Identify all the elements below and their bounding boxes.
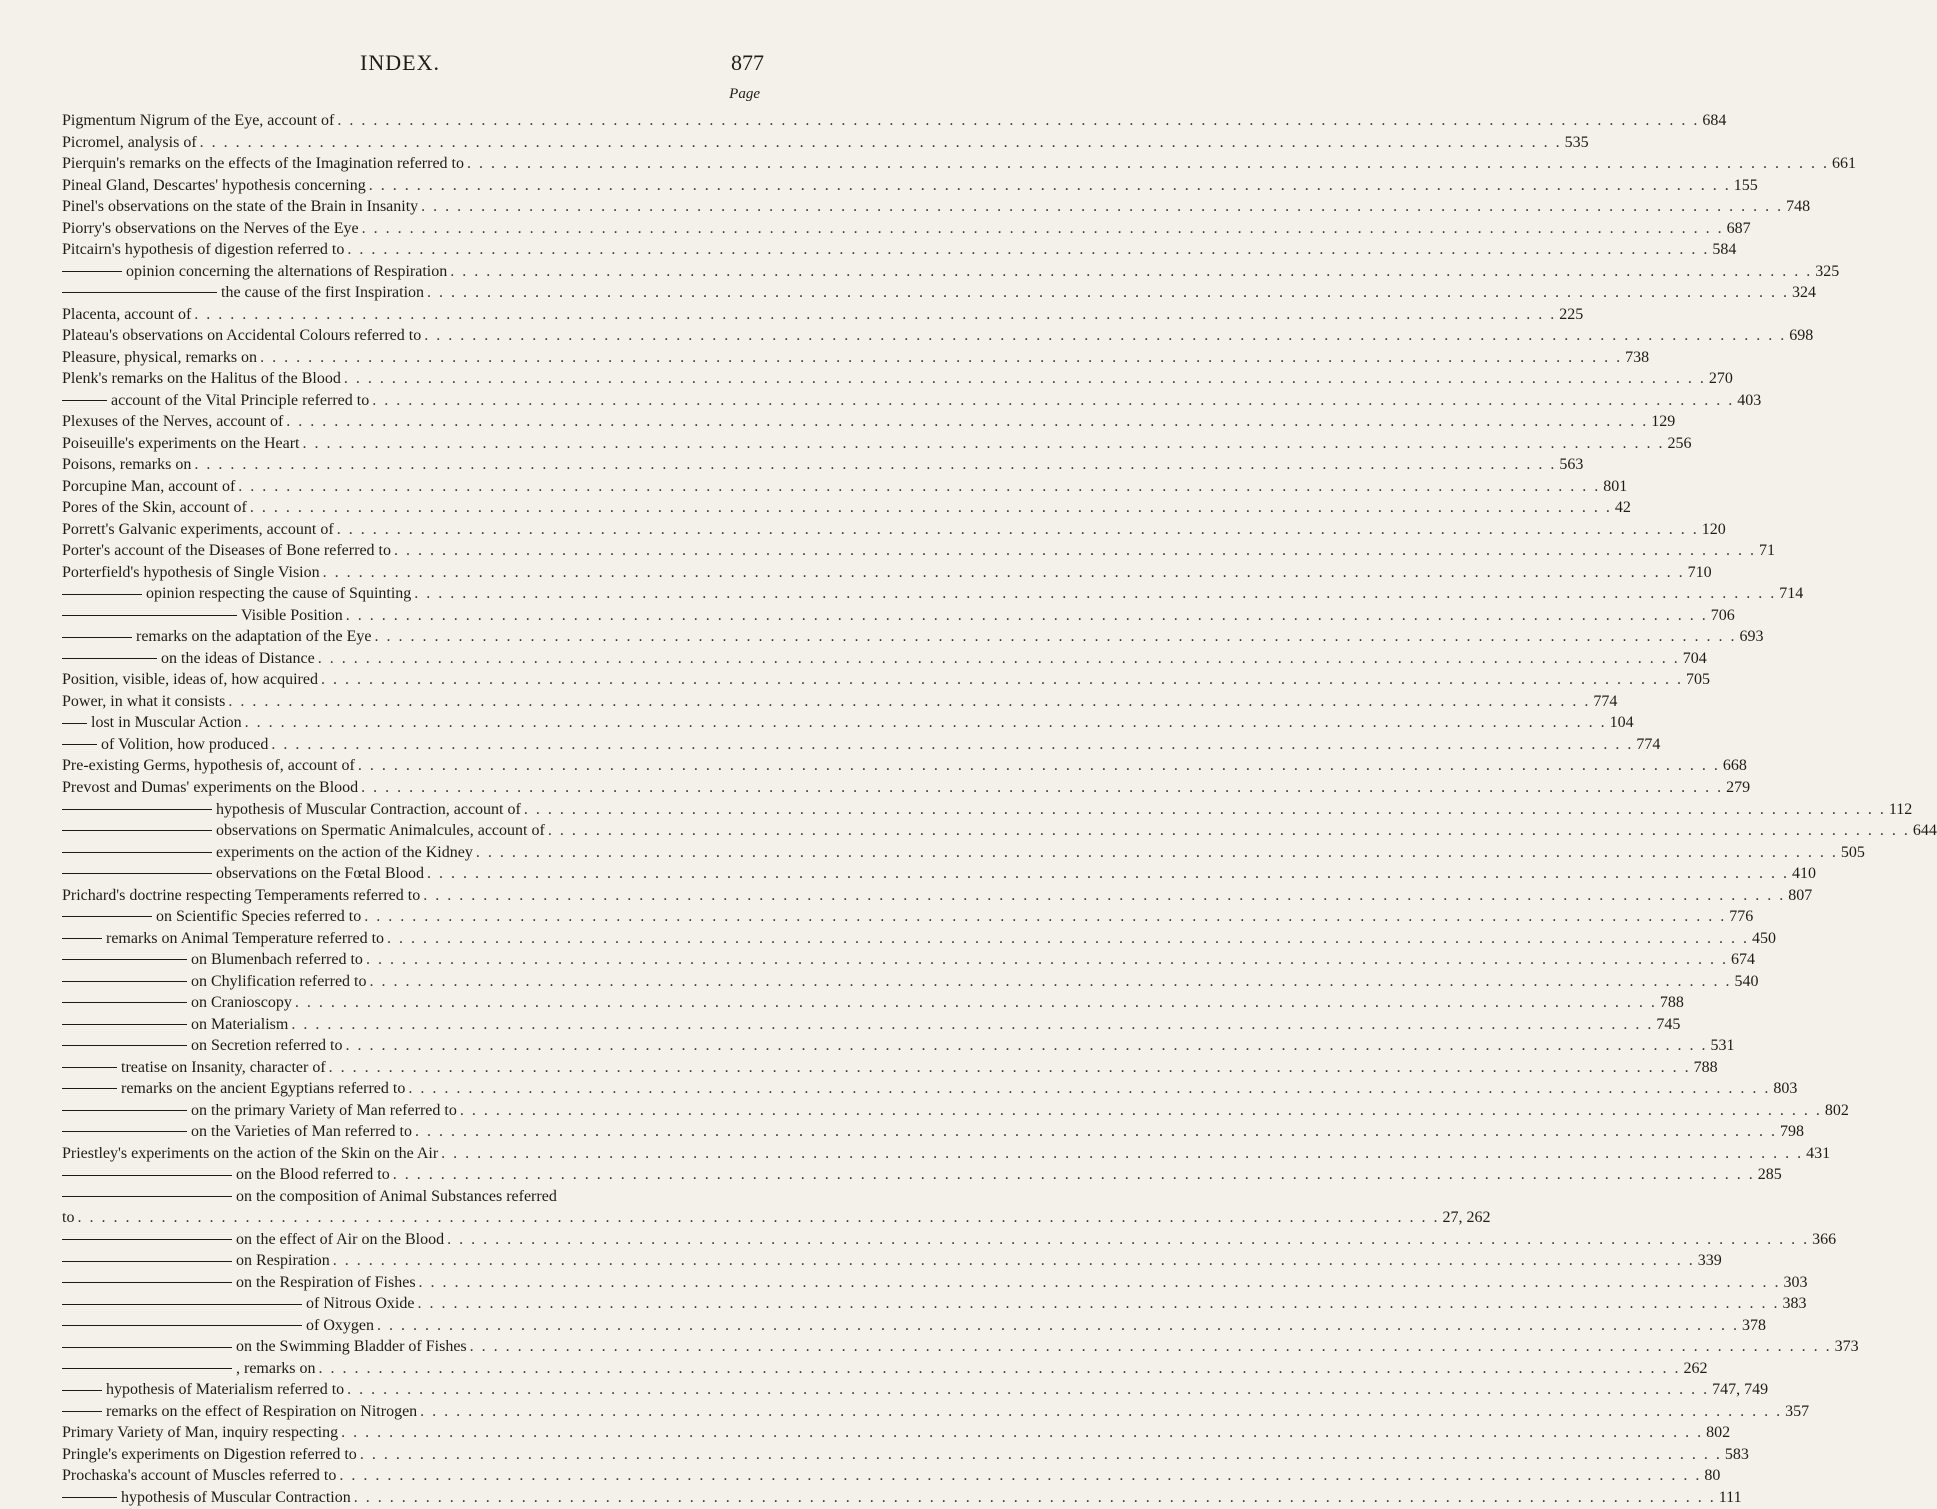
entry-page: 747, 749 <box>1712 1381 1769 1399</box>
dot-leader <box>427 282 1789 304</box>
index-entry <box>62 497 1631 519</box>
index-entry <box>62 239 1737 261</box>
entry-text: Porcupine Man, account of <box>62 477 236 495</box>
dot-leader <box>460 1100 1822 1122</box>
index-entries <box>62 110 1937 1509</box>
index-entry <box>62 1143 1831 1165</box>
dot-leader <box>366 949 1728 971</box>
entry-text: on the effect of Air on the Blood <box>236 1230 445 1248</box>
index-entry <box>62 1121 1804 1143</box>
index-entry <box>62 1207 1491 1229</box>
entry-page: 383 <box>1782 1295 1807 1313</box>
dot-leader <box>441 1143 1803 1165</box>
ditto-dash <box>62 594 142 595</box>
entry-page: 505 <box>1840 843 1865 861</box>
index-entry <box>62 777 1751 799</box>
dot-leader <box>362 218 1724 240</box>
entry-page: 285 <box>1757 1166 1782 1184</box>
dot-leader <box>470 1336 1832 1358</box>
dot-leader <box>360 1444 1722 1466</box>
ditto-dash <box>62 1304 302 1305</box>
entry-page: 540 <box>1734 972 1759 990</box>
entry-text: the cause of the first Inspiration <box>221 284 425 302</box>
dot-leader <box>370 971 1732 993</box>
ditto-dash <box>62 938 102 939</box>
index-entry <box>62 1229 1837 1251</box>
index-entry <box>62 712 1634 734</box>
entry-text: Pinel's observations on the state of the Brain in Insanity <box>62 198 419 216</box>
ditto-dash <box>62 615 237 616</box>
entry-text: hypothesis of Materialism referred to <box>106 1381 345 1399</box>
entry-page: 262 <box>1683 1359 1708 1377</box>
dot-leader <box>77 1207 1439 1229</box>
entry-text: on the ideas of Distance <box>161 649 315 667</box>
index-entry <box>62 928 1777 950</box>
index-entry <box>62 971 1759 993</box>
entry-page: 748 <box>1786 198 1811 216</box>
entry-page: 674 <box>1730 951 1755 969</box>
entry-page: 303 <box>1783 1273 1808 1291</box>
dot-leader <box>295 992 1657 1014</box>
index-entry <box>62 1293 1807 1315</box>
dot-leader <box>333 1250 1695 1272</box>
dot-leader <box>318 648 1680 670</box>
ditto-dash <box>62 271 122 272</box>
dot-leader <box>424 325 1786 347</box>
ditto-dash <box>62 292 217 293</box>
ditto-dash <box>62 1411 102 1412</box>
ditto-dash <box>62 744 97 745</box>
dot-leader <box>319 1358 1681 1380</box>
dot-leader <box>238 476 1600 498</box>
dot-leader <box>339 1465 1701 1487</box>
entry-text: Porterfield's hypothesis of Single Vision <box>62 563 320 581</box>
entry-page: 774 <box>1593 692 1618 710</box>
dot-leader <box>245 712 1607 734</box>
index-entry <box>62 1057 1718 1079</box>
index-entry <box>62 949 1755 971</box>
index-entry <box>62 433 1692 455</box>
entry-text: of Oxygen <box>306 1316 374 1334</box>
dot-leader <box>420 1401 1782 1423</box>
dot-leader <box>228 691 1590 713</box>
ditto-dash <box>62 1088 117 1089</box>
dot-leader <box>524 799 1886 821</box>
entry-page: 531 <box>1710 1037 1735 1055</box>
dot-leader <box>419 1272 1781 1294</box>
entry-page: 714 <box>1779 585 1804 603</box>
page-number: 877 <box>731 50 764 75</box>
entry-text: account of the Vital Principle referred to <box>111 391 370 409</box>
index-entry <box>62 476 1628 498</box>
entry-page: 357 <box>1785 1402 1810 1420</box>
dot-leader <box>548 820 1910 842</box>
entry-text: on the composition of Animal Substances referred <box>236 1187 557 1205</box>
entry-page: 270 <box>1708 370 1733 388</box>
entry-page: 693 <box>1739 628 1764 646</box>
entry-page: 704 <box>1682 649 1707 667</box>
entry-page: 802 <box>1706 1424 1731 1442</box>
index-entry <box>62 562 1712 584</box>
ditto-dash <box>62 873 212 874</box>
dot-leader <box>329 1057 1691 1079</box>
entry-text: of Nitrous Oxide <box>306 1295 415 1313</box>
index-entry <box>62 347 1650 369</box>
dot-leader <box>358 755 1720 777</box>
index-entry <box>62 820 1937 842</box>
ditto-dash <box>62 1390 102 1391</box>
entry-text: Plateau's observations on Accidental Colours referred to <box>62 327 422 345</box>
index-entry <box>62 282 1817 304</box>
entry-text: , remarks on <box>236 1359 316 1377</box>
ditto-dash <box>62 1175 232 1176</box>
dot-leader <box>337 519 1699 541</box>
entry-page: 279 <box>1726 778 1751 796</box>
ditto-dash <box>62 1131 187 1132</box>
index-entry <box>62 1272 1808 1294</box>
entry-page: 373 <box>1834 1338 1859 1356</box>
entry-page: 111 <box>1718 1489 1742 1506</box>
ditto-dash <box>62 1002 187 1003</box>
dot-leader <box>414 583 1776 605</box>
entry-text: on the Respiration of Fishes <box>236 1273 416 1291</box>
ditto-dash <box>62 1497 117 1498</box>
entry-text: treatise on Insanity, character of <box>121 1058 326 1076</box>
dot-leader <box>346 605 1708 627</box>
entry-page: 776 <box>1729 908 1754 926</box>
index-entry <box>62 153 1856 175</box>
entry-text: on Secretion referred to <box>191 1037 343 1055</box>
ditto-dash <box>62 916 152 917</box>
index-entry <box>62 1035 1735 1057</box>
entry-text: to <box>62 1209 75 1227</box>
entry-text: opinion concerning the alternations of Respiration <box>126 262 448 280</box>
index-entry <box>62 734 1661 756</box>
entry-text: on Respiration <box>236 1252 330 1270</box>
dot-leader <box>450 261 1812 283</box>
entry-text: Piorry's observations on the Nerves of the Eye <box>62 219 359 237</box>
index-entry <box>62 842 1865 864</box>
entry-page: 325 <box>1815 262 1840 280</box>
ditto-dash <box>62 400 107 401</box>
entry-text: experiments on the action of the Kidney <box>216 843 473 861</box>
index-entry <box>62 626 1764 648</box>
ditto-dash <box>62 959 187 960</box>
entry-page: 698 <box>1789 327 1814 345</box>
index-entry <box>62 218 1751 240</box>
ditto-dash <box>62 723 87 724</box>
entry-page: 798 <box>1779 1123 1804 1141</box>
entry-text: lost in Muscular Action <box>91 714 242 732</box>
dot-leader <box>447 1229 1809 1251</box>
entry-page: 324 <box>1792 284 1817 302</box>
entry-page: 687 <box>1726 219 1751 237</box>
page-column-label: Page <box>729 86 760 102</box>
entry-page: 788 <box>1693 1058 1718 1076</box>
index-entry <box>62 1401 1810 1423</box>
entry-page: 410 <box>1791 865 1816 883</box>
entry-text: on the primary Variety of Man referred to <box>191 1101 457 1119</box>
entry-page: 668 <box>1722 757 1747 775</box>
entry-page: 774 <box>1636 735 1661 753</box>
index-entry <box>62 132 1589 154</box>
index-entry <box>62 1487 1742 1509</box>
entry-page: 535 <box>1564 133 1589 151</box>
entry-page: 450 <box>1752 929 1777 947</box>
entry-text: Priestley's experiments on the action of the Skin on the Air <box>62 1144 439 1162</box>
entry-text: on the Varieties of Man referred to <box>191 1123 412 1141</box>
index-entry <box>62 1250 1722 1272</box>
index-entry <box>62 325 1814 347</box>
dot-leader <box>291 1014 1653 1036</box>
entry-text: Pierquin's remarks on the effects of the Imagination referred to <box>62 155 464 173</box>
entry-text: Position, visible, ideas of, how acquired <box>62 671 318 689</box>
entry-text: Picromel, analysis of <box>62 133 197 151</box>
ditto-dash <box>62 1261 232 1262</box>
entry-text: Plenk's remarks on the Halitus of the Blood <box>62 370 341 388</box>
dot-leader <box>427 863 1789 885</box>
entry-text: Pleasure, physical, remarks on <box>62 348 258 366</box>
index-entry <box>62 1379 1769 1401</box>
entry-text: on Blumenbach referred to <box>191 951 363 969</box>
dot-leader <box>337 110 1699 132</box>
index-entry <box>62 992 1684 1014</box>
index-entry <box>62 454 1584 476</box>
entry-text: hypothesis of Muscular Contraction, account of <box>216 800 521 818</box>
ditto-dash <box>62 809 212 810</box>
entry-text: Poiseuille's experiments on the Heart <box>62 434 300 452</box>
entry-page: 563 <box>1559 456 1584 474</box>
entry-page: 584 <box>1712 241 1737 259</box>
dot-leader <box>347 1379 1709 1401</box>
entry-text: remarks on the effect of Respiration on Nitrogen <box>106 1402 418 1420</box>
dot-leader <box>417 1293 1779 1315</box>
entry-text: Pre-existing Germs, hypothesis of, account of <box>62 757 355 775</box>
index-entry <box>62 1014 1681 1036</box>
dot-leader <box>415 1121 1777 1143</box>
index-entry <box>62 175 1758 197</box>
entry-page: 80 <box>1704 1467 1721 1485</box>
entry-text: Power, in what it consists <box>62 692 226 710</box>
dot-leader <box>377 1315 1739 1337</box>
entry-page: 378 <box>1741 1316 1766 1334</box>
index-entry <box>62 304 1584 326</box>
entry-page: 801 <box>1603 477 1628 495</box>
dot-leader <box>364 906 1726 928</box>
entry-page: 431 <box>1806 1144 1831 1162</box>
ditto-dash <box>62 1347 232 1348</box>
dot-leader <box>341 1422 1703 1444</box>
entry-text: on Chylification referred to <box>191 972 367 990</box>
entry-text: Prevost and Dumas' experiments on the Blood <box>62 778 359 796</box>
entry-text: on Scientific Species referred to <box>156 908 362 926</box>
entry-text: Placenta, account of <box>62 305 192 323</box>
ditto-dash <box>62 1325 302 1326</box>
index-entry <box>62 605 1735 627</box>
entry-page: 745 <box>1656 1015 1681 1033</box>
entry-text: observations on the Fœtal Blood <box>216 865 424 883</box>
index-entry <box>62 261 1840 283</box>
dot-leader <box>408 1078 1770 1100</box>
entry-page: 225 <box>1559 305 1584 323</box>
entry-page: 807 <box>1788 886 1813 904</box>
entry-text: Pitcairn's hypothesis of digestion referred to <box>62 241 345 259</box>
entry-text: remarks on the ancient Egyptians referred to <box>121 1080 406 1098</box>
entry-page: 339 <box>1697 1252 1722 1270</box>
entry-text: Pringle's experiments on Digestion referred to <box>62 1445 357 1463</box>
index-entry <box>62 1315 1766 1337</box>
entry-text: Porrett's Galvanic experiments, account of <box>62 520 334 538</box>
entry-text: Primary Variety of Man, inquiry respecting <box>62 1424 339 1442</box>
index-entry <box>62 1336 1859 1358</box>
index-entry <box>62 390 1762 412</box>
ditto-dash <box>62 1067 117 1068</box>
entry-page: 738 <box>1625 348 1650 366</box>
entry-text: remarks on the adaptation of the Eye <box>136 628 372 646</box>
dot-leader <box>421 196 1783 218</box>
entry-page: 112 <box>1888 800 1913 818</box>
entry-text: Pineal Gland, Descartes' hypothesis concerning <box>62 176 366 194</box>
ditto-dash <box>62 658 157 659</box>
dot-leader <box>347 239 1709 261</box>
entry-text: Pigmentum Nigrum of the Eye, account of <box>62 112 335 129</box>
index-entry <box>62 1078 1798 1100</box>
dot-leader <box>194 304 1556 326</box>
entry-text: on the Swimming Bladder of Fishes <box>236 1338 467 1356</box>
entry-text: Pores of the Skin, account of <box>62 499 247 517</box>
entry-page: 104 <box>1609 714 1634 732</box>
dot-leader <box>369 175 1731 197</box>
index-entry <box>62 110 1727 132</box>
index-entry <box>62 368 1733 390</box>
index-entry <box>62 583 1804 605</box>
entry-page: 256 <box>1667 434 1692 452</box>
dot-leader <box>250 497 1612 519</box>
dot-leader <box>303 433 1665 455</box>
dot-leader <box>354 1487 1716 1509</box>
index-entry <box>62 648 1707 670</box>
dot-leader <box>286 411 1648 433</box>
dot-leader <box>387 928 1749 950</box>
entry-page: 710 <box>1687 563 1712 581</box>
dot-leader <box>321 669 1683 691</box>
entry-text: of Volition, how produced <box>101 735 269 753</box>
index-entry <box>62 196 1811 218</box>
entry-page: 706 <box>1710 606 1735 624</box>
entry-text: Poisons, remarks on <box>62 456 192 474</box>
ditto-dash <box>62 1282 232 1283</box>
entry-text: Porter's account of the Diseases of Bone referred to <box>62 542 391 560</box>
entry-page: 42 <box>1614 499 1631 517</box>
entry-page: 155 <box>1733 176 1758 194</box>
entry-page: 27, 262 <box>1442 1209 1491 1227</box>
index-entry <box>62 1164 1782 1186</box>
index-entry <box>62 1444 1749 1466</box>
dot-leader <box>476 842 1838 864</box>
entry-page: 803 <box>1773 1080 1798 1098</box>
index-entry <box>62 1465 1721 1487</box>
ditto-dash <box>62 830 212 831</box>
dot-leader <box>200 132 1562 154</box>
ditto-dash <box>62 1024 187 1025</box>
entry-page: 705 <box>1685 671 1710 689</box>
entry-text: remarks on Animal Temperature referred to <box>106 929 385 947</box>
entry-page: 583 <box>1724 1445 1749 1463</box>
entry-text: opinion respecting the cause of Squinting <box>146 585 412 603</box>
page-header <box>0 50 800 84</box>
dot-leader <box>467 153 1829 175</box>
entry-text: hypothesis of Muscular Contraction <box>121 1489 351 1506</box>
index-entry <box>62 1186 757 1208</box>
ditto-dash <box>62 852 212 853</box>
dot-leader <box>345 1035 1707 1057</box>
dot-leader <box>323 562 1685 584</box>
entry-page: 129 <box>1651 413 1676 431</box>
entry-page: 661 <box>1832 155 1856 173</box>
entry-page: 644 <box>1912 822 1937 840</box>
index-entry <box>62 691 1618 713</box>
index-entry <box>62 411 1676 433</box>
dot-leader <box>260 347 1622 369</box>
entry-text: Prochaska's account of Muscles referred to <box>62 1467 337 1485</box>
dot-leader <box>271 734 1633 756</box>
ditto-dash <box>62 1368 232 1369</box>
dot-leader <box>344 368 1706 390</box>
entry-page: 802 <box>1824 1101 1849 1119</box>
dot-leader <box>374 626 1736 648</box>
entry-page: 71 <box>1758 542 1775 560</box>
entry-text: on Materialism <box>191 1015 289 1033</box>
ditto-dash <box>62 1045 187 1046</box>
entry-text: observations on Spermatic Animalcules, account of <box>216 822 545 840</box>
page-title: INDEX. <box>360 50 440 75</box>
entry-text: Prichard's doctrine respecting Temperaments referred to <box>62 886 421 904</box>
index-entry <box>62 1358 1708 1380</box>
entry-page: 366 <box>1812 1230 1837 1248</box>
entry-text: on the Blood referred to <box>236 1166 390 1184</box>
dot-leader <box>372 390 1734 412</box>
ditto-dash <box>62 981 187 982</box>
ditto-dash <box>62 1110 187 1111</box>
dot-leader <box>194 454 1556 476</box>
ditto-dash <box>62 1196 232 1197</box>
index-entry <box>62 885 1813 907</box>
index-entry <box>62 1422 1731 1444</box>
index-entry <box>62 906 1754 928</box>
dot-leader <box>423 885 1785 907</box>
entry-text: on Cranioscopy <box>191 994 292 1012</box>
dot-leader <box>361 777 1723 799</box>
ditto-dash <box>62 1239 232 1240</box>
index-entry <box>62 755 1747 777</box>
dot-leader <box>393 1164 1755 1186</box>
index-entry <box>62 669 1710 691</box>
entry-page: 403 <box>1737 391 1762 409</box>
entry-text: Visible Position <box>241 606 343 624</box>
entry-text: Plexuses of the Nerves, account of <box>62 413 284 431</box>
index-entry <box>62 863 1816 885</box>
dot-leader <box>394 540 1756 562</box>
index-entry <box>62 799 1913 821</box>
entry-page: 120 <box>1701 520 1726 538</box>
entry-page: 684 <box>1702 112 1727 129</box>
index-entry <box>62 1100 1849 1122</box>
entry-page: 788 <box>1659 994 1684 1012</box>
ditto-dash <box>62 637 132 638</box>
index-entry <box>62 540 1775 562</box>
index-entry <box>62 519 1726 541</box>
